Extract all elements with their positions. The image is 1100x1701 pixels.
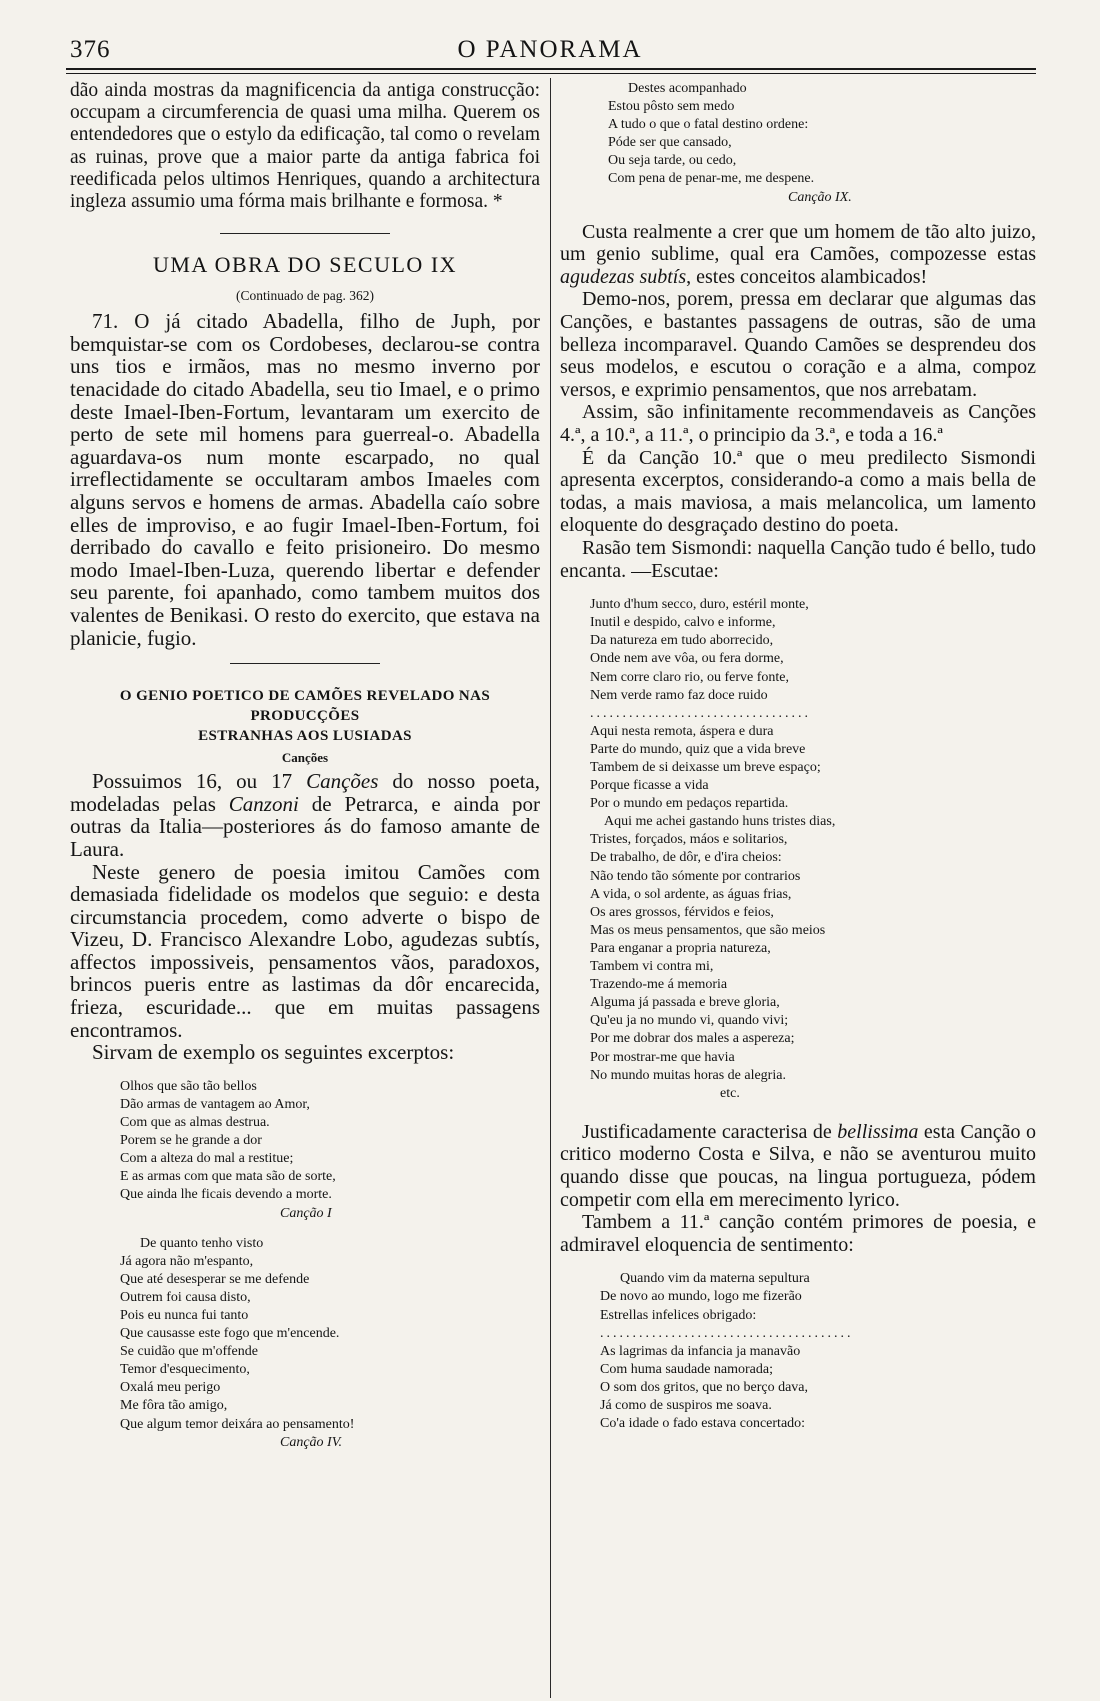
article-divider bbox=[230, 663, 380, 664]
verse-line: E as armas com que mata são de sorte, bbox=[120, 1169, 336, 1185]
section-paragraph: 71. O já citado Abadella, filho de Juph, por bemquistar-se com os Cordobeses, declarou-se contra uns tios e irmãos, mas no mesmo inverno por tenacidade do citado Abadella, seu tio Imael, e o primo deste Imael-Iben-Fortum, levantaram um exercito de perto de sete mil homens para guerreal-o. Abadella aguardava-os num monte escarpado, no qual irreflectidamente se occultaram ambos Imaeles com alguns servos e homens de armas. Abadella caío sobre elles de improviso, e ao fugir Imael-Iben-Fortum, foi derribado do cavallo e feito prisioneiro. Do mesmo modo Imael-Iben-Luza, querendo libertar e defender seu parente, foi apanhado, como tambem muitos dos valentes de Benikasi. O resto do exercito, que estava na planicie, fugio. bbox=[70, 309, 540, 650]
verse-excerpt-1 bbox=[120, 1078, 540, 1223]
column-divider bbox=[550, 78, 551, 1698]
right-paragraph-5: Rasão tem Sismondi: naquella Canção tudo é bello, tudo encanta. —Escutae: bbox=[560, 536, 1036, 582]
verse-line: Mas os meus pensamentos, que são meios bbox=[590, 922, 826, 938]
verse-line: Para enganar a propria natureza, bbox=[590, 940, 771, 956]
verse-line: Nem corre claro rio, ou ferve fonte, bbox=[590, 669, 790, 685]
verse-line: Nem verde ramo faz doce ruido bbox=[590, 687, 768, 703]
verse-line: Tristes, forçados, máos e solitarios, bbox=[590, 832, 788, 848]
verse-line: Não tendo tão sómente por contrarios bbox=[590, 868, 801, 884]
verse-ellipsis: .................................. bbox=[590, 705, 811, 721]
verse-line: Dão armas de vantagem ao Amor, bbox=[120, 1096, 310, 1112]
right-column bbox=[560, 80, 1036, 1433]
section-divider bbox=[220, 233, 390, 234]
verse-line: Alguma já passada e breve gloria, bbox=[590, 995, 780, 1011]
verse-line: Inutil e despido, calvo e informe, bbox=[590, 615, 776, 631]
verse-line: Onde nem ave vôa, ou fera dorme, bbox=[590, 651, 784, 667]
right-paragraph-7: Tambem a 11.ª canção contém primores de poesia, e admiravel eloquencia de sentimento: bbox=[560, 1211, 1036, 1256]
right-paragraph-6: Justificadamente caracterisa de bellissima esta Canção o critico moderno Costa e Silva, e não se aventurou muito quando disse que poucas, na lingua portugueza, pódem competir com ella em merecimento lyrico. bbox=[560, 1120, 1036, 1211]
article-subheading: Canções bbox=[281, 750, 329, 766]
verse-line: Destes acompanhado bbox=[628, 81, 747, 96]
verse-line: Que ainda lhe ficais devendo a morte. bbox=[120, 1187, 332, 1203]
right-paragraph-4: É da Canção 10.ª que o meu predilecto Sismondi apresenta excerptos, considerando-a como a mais bella de todas, a mais maviosa, a mais melancolica, um lamento eloquente do desgraçado destino do poeta. bbox=[560, 446, 1036, 537]
verse-line: Qu'eu ja no mundo vi, quando vivi; bbox=[590, 1013, 789, 1029]
verse-line: Já como de suspiros me soava. bbox=[600, 1398, 772, 1413]
verse-line: Que algum temor deixára ao pensamento! bbox=[120, 1416, 355, 1432]
right-paragraph-3: Assim, são infinitamente recommendaveis as Canções 4.ª, a 10.ª, a 11.ª, o principio da 3.ª, e toda a 16.ª bbox=[560, 401, 1036, 446]
verse-line: Temor d'esquecimento, bbox=[120, 1362, 250, 1378]
verse-line: De trabalho, de dôr, e d'ira cheios: bbox=[590, 850, 782, 866]
verse-line: Quando vim da materna sepultura bbox=[620, 1271, 810, 1287]
verse-line: Que até desesperar se me defende bbox=[120, 1271, 310, 1287]
verse-excerpt-2 bbox=[120, 1235, 540, 1452]
page-number: 376 bbox=[70, 36, 111, 63]
header-rule-thin bbox=[66, 73, 1036, 74]
article-heading-line-1: O GENIO POETICO DE CAMÕES REVELADO NAS PRODUCÇÕES bbox=[119, 688, 491, 725]
section-title: UMA OBRA DO SECULO IX bbox=[152, 252, 458, 278]
verse-line: As lagrimas da infancia ja manavão bbox=[600, 1343, 801, 1359]
verse-line: Porque ficasse a vida bbox=[590, 778, 709, 794]
verse-line: Porem se he grande a dor bbox=[120, 1133, 262, 1149]
verse-line: Ou seja tarde, ou cedo, bbox=[608, 153, 737, 169]
article-heading bbox=[70, 686, 540, 746]
verse-line: No mundo muitas horas de alegria. bbox=[590, 1067, 786, 1083]
article-heading-line-2: ESTRANHAS AOS LUSIADAS bbox=[198, 728, 412, 745]
verse-line: Trazendo-me á memoria bbox=[590, 977, 728, 993]
running-title: O PANORAMA bbox=[457, 36, 643, 63]
intro-paragraph: dão ainda mostras da magnificencia da antiga construcção: occupam a circumferencia de quasi uma milha. Querem os entendedores que o estylo da edificação, tal como o revelam as ruinas, prove que a maior parte da antiga fabrica foi reedificada pelos ultimos Henriques, quando a architectura ingleza assumio uma fórma mais brilhante e formosa. * bbox=[70, 80, 540, 213]
verse-etc: etc. bbox=[720, 1085, 740, 1101]
verse-line: Co'a idade o fado estava concertado: bbox=[600, 1416, 806, 1432]
article-paragraph-2: Neste genero de poesia imitou Camões com demasiada fidelidade os modelos que seguio: e desta circumstancia procedem, como adverte o bispo de Vizeu, D. Francisco Alexandre Lobo, agudezas subtís, affectos impossiveis, pensamentos vãos, paradoxos, brincos pueris entre as lastimas da dôr encarecida, frieza, escuridade... que em muitas passagens encontramos. bbox=[70, 859, 540, 1042]
verse-line: Os ares grossos, férvidos e feios, bbox=[590, 904, 774, 920]
verse-line: Já agora não m'espanto, bbox=[120, 1253, 254, 1269]
verse-line: Com a alteza do mal a restitue; bbox=[120, 1151, 294, 1167]
verse-line: De novo ao mundo, logo me fizerão bbox=[600, 1289, 802, 1305]
left-column bbox=[70, 80, 540, 1452]
verse-line: Com que as almas destrua. bbox=[120, 1115, 270, 1131]
article-paragraph-1: Possuimos 16, ou 17 Canções do nosso poeta, modeladas pelas Canzoni de Petrarca, e ainda por outras da Italia—posteriores ás do famoso amante de Laura. bbox=[70, 769, 540, 861]
verse-line: Que causasse este fogo que m'encende. bbox=[120, 1326, 340, 1342]
verse-line: Tambem vi contra mi, bbox=[590, 959, 714, 975]
verse-line: Tambem de si deixasse um breve espaço; bbox=[590, 760, 821, 775]
verse-line: Aqui me achei gastando huns tristes dias, bbox=[604, 814, 836, 830]
section-note: (Continuado de pag. 362) bbox=[236, 288, 374, 304]
header-rule bbox=[66, 68, 1036, 70]
verse-line: Outrem foi causa disto, bbox=[120, 1289, 251, 1305]
verse-line: Com pena de penar-me, me despene. bbox=[608, 171, 815, 187]
verse-line: O som dos gritos, que no berço dava, bbox=[600, 1379, 809, 1395]
verse-line: Por o mundo em pedaços repartida. bbox=[590, 796, 789, 812]
verse-excerpt-top bbox=[608, 80, 1036, 207]
verse-line: Aqui nesta remota, áspera e dura bbox=[590, 723, 774, 739]
verse-attribution: Canção IX. bbox=[788, 189, 852, 205]
right-paragraph-1: Custa realmente a crer que um homem de tão alto juizo, um genio sublime, qual era Camões, compozesse estas agudezas subtís, estes conceitos alambicados! bbox=[560, 220, 1036, 288]
verse-attribution: Canção IV. bbox=[280, 1434, 342, 1450]
right-paragraph-2: Demo-nos, porem, pressa em declarar que algumas das Canções, e bastantes passagens de outras, são de uma belleza incomparavel. Quando Camões se desprendeu dos seus modelos, e escutou o coração e a alma, compoz versos, e exprimio pensamentos, que nos arrebatam. bbox=[560, 288, 1036, 401]
verse-line: Da natureza em tudo aborrecido, bbox=[590, 633, 774, 649]
verse-excerpt-main bbox=[590, 596, 1036, 1103]
verse-line: Póde ser que cansado, bbox=[608, 135, 732, 151]
verse-line: Pois eu nunca fui tanto bbox=[120, 1307, 249, 1323]
verse-line: Olhos que são tão bellos bbox=[120, 1078, 257, 1094]
verse-line: Oxalá meu perigo bbox=[120, 1380, 221, 1396]
verse-line: Por mostrar-me que havia bbox=[590, 1049, 735, 1065]
verse-line: Parte do mundo, quiz que a vida breve bbox=[590, 741, 806, 757]
verse-line: Me fôra tão amigo, bbox=[120, 1398, 228, 1414]
verse-line: Por me dobrar dos males a aspereza; bbox=[590, 1031, 795, 1047]
verse-line: Junto d'hum secco, duro, estéril monte, bbox=[590, 597, 809, 613]
verse-line: Estrellas infelices obrigado: bbox=[600, 1307, 757, 1323]
verse-line: A vida, o sol ardente, as águas frias, bbox=[590, 886, 792, 902]
verse-line: Estou pôsto sem medo bbox=[608, 99, 735, 115]
verse-line: A tudo o que o fatal destino ordene: bbox=[608, 117, 809, 133]
article-paragraph-3: Sirvam de exemplo os seguintes excerptos: bbox=[92, 1040, 455, 1065]
verse-line: Com huma saudade namorada; bbox=[600, 1361, 774, 1377]
verse-line: De quanto tenho visto bbox=[140, 1235, 264, 1251]
verse-line: Se cuidão que m'offende bbox=[120, 1344, 258, 1360]
verse-ellipsis: ....................................... bbox=[600, 1325, 854, 1341]
verse-attribution: Canção I bbox=[280, 1205, 332, 1221]
verse-excerpt-last bbox=[600, 1270, 1036, 1433]
